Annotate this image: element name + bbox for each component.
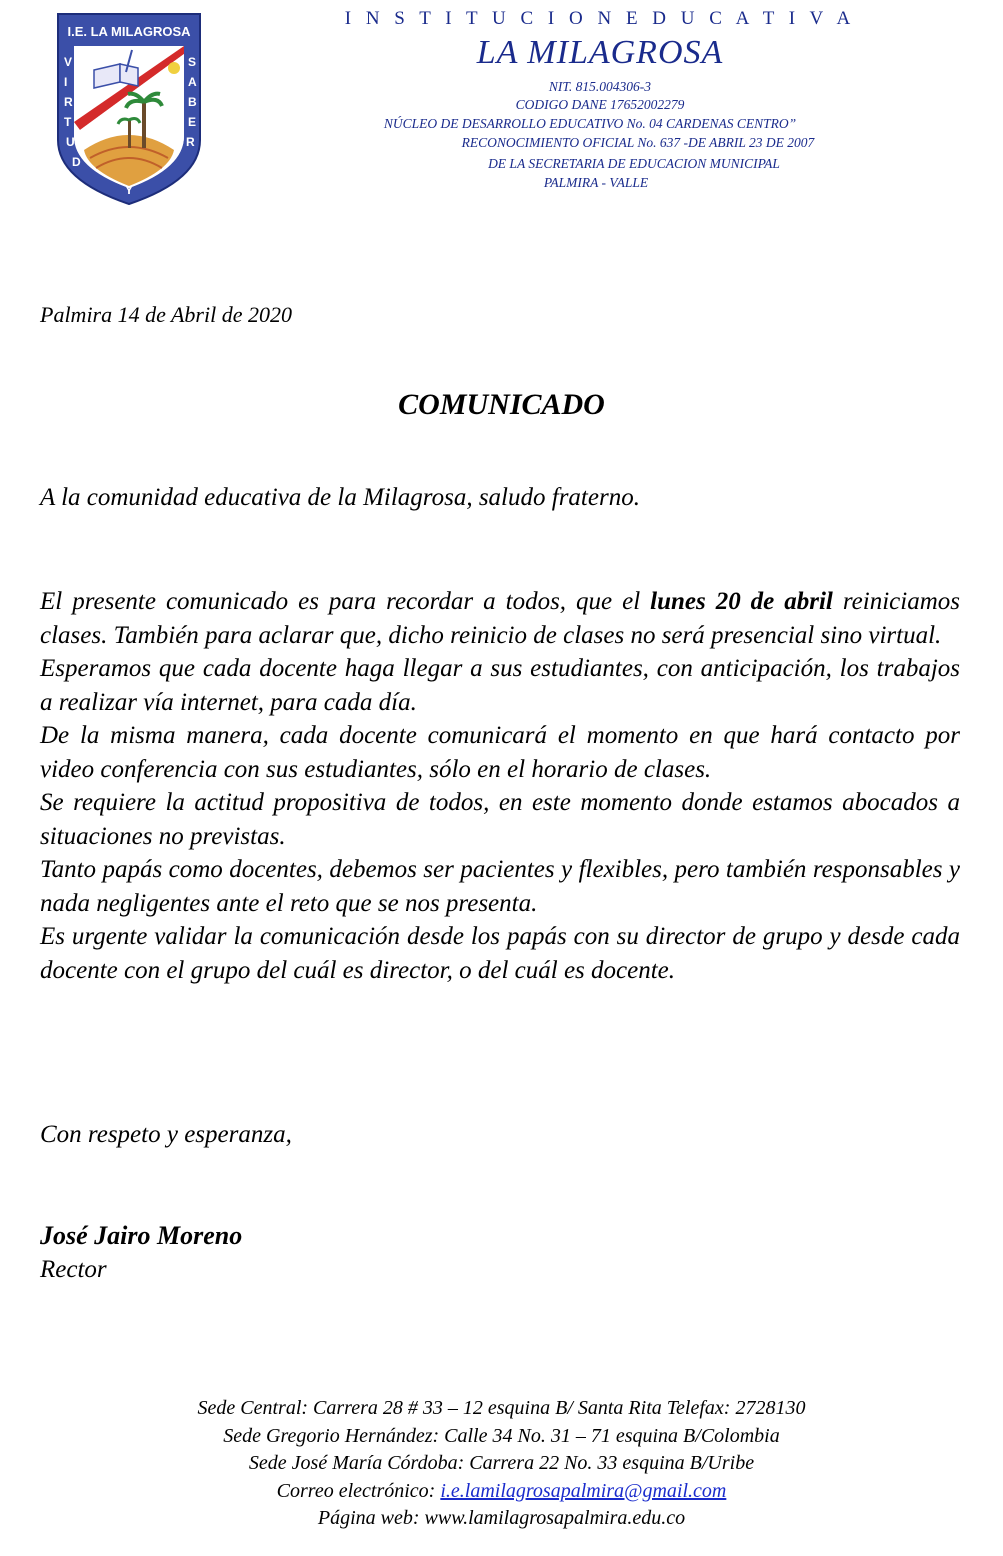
footer-sede-jose-maria: Sede José María Córdoba: Carrera 22 No. 33 esquina B/Uribe xyxy=(248,1452,755,1474)
logo-letter: V xyxy=(64,55,73,69)
school-logo xyxy=(50,10,210,210)
logo-letter: D xyxy=(72,155,81,169)
footer xyxy=(0,1395,1003,1533)
logo-banner: I.E. LA MILAGROSA xyxy=(67,24,191,39)
header-dane: CODIGO DANE 17652002279 xyxy=(515,97,685,112)
footer-sede-gregorio: Sede Gregorio Hernández: Calle 34 No. 31 – 71 esquina B/Colombia xyxy=(223,1424,780,1447)
paragraph: Es urgente validar la comunicación desde los papás con su director de grupo y desde cada docente con el grupo del cuál es director, o del cuál es docente. xyxy=(40,923,960,984)
logo-letter: S xyxy=(188,55,197,69)
letter-body xyxy=(40,585,960,987)
signer-name: José Jairo Moreno xyxy=(40,1221,243,1250)
logo-letter: E xyxy=(188,115,197,129)
logo-letter: I xyxy=(64,75,68,89)
paragraph: El presente comunicado es para recordar a todos, que el lunes 20 de abril reiniciamos clases. También para aclarar que, dicho reinicio de clases no será presencial sino virtual. xyxy=(40,588,960,649)
email-link[interactable]: i.e.lamilagrosapalmira@gmail.com xyxy=(440,1479,727,1502)
logo-letter: R xyxy=(64,95,73,109)
institution-name: LA MILAGROSA xyxy=(476,34,724,71)
paragraph: Esperamos que cada docente haga llegar a sus estudiantes, con anticipación, los trabajos a realizar vía internet, para cada día. xyxy=(40,655,960,716)
paragraph: De la misma manera, cada docente comunicará el momento en que hará contacto por video conferencia con sus estudiantes, sólo en el horario de clases. xyxy=(40,722,960,783)
letter-greeting: A la comunidad educativa de la Milagrosa, saludo fraterno. xyxy=(40,484,640,511)
header-city: PALMIRA - VALLE xyxy=(543,175,649,190)
paragraph: Se requiere la actitud propositiva de todos, en este momento donde estamos abocados a situaciones no previstas. xyxy=(40,789,960,850)
footer-sede-central: Sede Central: Carrera 28 # 33 – 12 esquina B/ Santa Rita Telefax: 2728130 xyxy=(197,1397,806,1419)
paragraph: Tanto papás como docentes, debemos ser pacientes y flexibles, pero también responsables y nada negligentes ante el reto que se nos presenta. xyxy=(40,856,960,917)
logo-letter: A xyxy=(188,75,197,89)
footer-email-line: Correo electrónico: i.e.lamilagrosapalmira@gmail.com xyxy=(276,1479,727,1502)
header-reconocimiento: RECONOCIMIENTO OFICIAL No. 637 -DE ABRIL 23 DE 2007 xyxy=(461,135,815,150)
header-nucleo: NÚCLEO DE DESARROLLO EDUCATIVO No. 04 CARDENAS CENTRO” xyxy=(383,116,797,131)
institution-label: I N S T I T U C I O N E D U C A T I V A xyxy=(344,8,856,29)
footer-web: Página web: www.lamilagrosapalmira.edu.co xyxy=(317,1507,686,1529)
header-secretaria: DE LA SECRETARIA DE EDUCACION MUNICIPAL xyxy=(488,156,780,171)
logo-letter: Y xyxy=(125,183,134,197)
signer-role: Rector xyxy=(40,1256,107,1283)
letter-title: COMUNICADO xyxy=(398,388,605,421)
logo-letter: B xyxy=(188,95,197,109)
logo-letter: T xyxy=(64,115,72,129)
letter-closing: Con respeto y esperanza, xyxy=(40,1121,292,1148)
logo-letter: U xyxy=(66,135,75,149)
logo-letter: R xyxy=(186,135,195,149)
header-nit: NIT. 815.004306-3 xyxy=(548,79,652,94)
letter-date: Palmira 14 de Abril de 2020 xyxy=(40,302,292,327)
highlight-date: lunes 20 de abril xyxy=(650,588,833,615)
